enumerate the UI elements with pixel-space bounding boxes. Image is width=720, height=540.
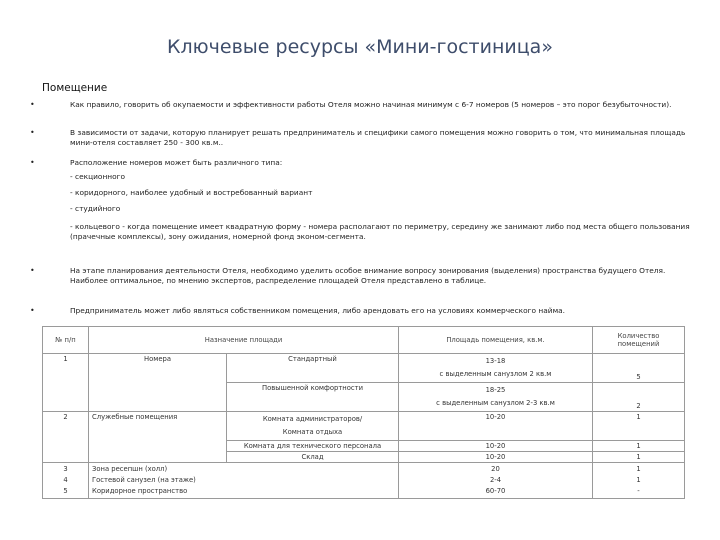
slide-title: Ключевые ресурсы «Мини-гостиница» <box>167 36 553 58</box>
row-area: 20 2-4 60-70 <box>399 463 593 499</box>
row-name: Повышенной комфортности <box>227 383 399 412</box>
row-number: 2 <box>43 412 89 463</box>
row-name: Склад <box>227 452 399 463</box>
bullet-icon: • <box>30 100 35 109</box>
table-row <box>43 463 685 499</box>
header-purpose: Назначение площади <box>89 327 399 354</box>
layout-type-item: - кольцевого - когда помещение имеет квадратную форму - номера располагают по периметру, середину же занимают либо под места общего пользования (прачечные комплексы), зону ожидания, номерной фонд эконом-сегмента. <box>70 222 690 241</box>
bullet-icon: • <box>30 306 35 315</box>
row-count: 1 <box>593 412 685 441</box>
table-row <box>43 412 685 441</box>
row-number: 3 4 5 <box>43 463 89 499</box>
header-num: № п/п <box>43 327 89 354</box>
header-area: Площадь помещения, кв.м. <box>399 327 593 354</box>
layout-type-item: - секционного <box>70 172 126 181</box>
table-header-row <box>43 327 685 354</box>
row-count: 2 <box>593 383 685 412</box>
row-group: Номера <box>89 354 227 412</box>
row-count: 1 <box>593 441 685 452</box>
row-name: Комната для технического персонала <box>227 441 399 452</box>
row-count: 1 1 - <box>593 463 685 499</box>
row-area: 10-20 <box>399 441 593 452</box>
area-distribution-table <box>42 326 685 499</box>
row-count: 5 <box>593 354 685 383</box>
row-name: Стандартный <box>227 354 399 383</box>
row-area: 18-25 с выделенным санузлом 2-3 кв.м <box>399 383 593 412</box>
row-count: 1 <box>593 452 685 463</box>
layout-type-item: - студийного <box>70 204 121 213</box>
row-area: 13-18 с выделенным санузлом 2 кв.м <box>399 354 593 383</box>
layout-type-item: - коридорного, наиболее удобный и востребованный вариант <box>70 188 313 197</box>
header-count: Количество помещений <box>593 327 685 354</box>
row-group: Зона ресепшн (холл) Гостевой санузел (на этаже) Коридорное пространство <box>89 463 399 499</box>
section-heading: Помещение <box>42 82 108 94</box>
row-name: Комната администраторов/ Комната отдыха <box>227 412 399 441</box>
bullet-icon: • <box>30 128 35 137</box>
bullet-icon: • <box>30 158 35 167</box>
row-number: 1 <box>43 354 89 412</box>
table-row <box>43 354 685 383</box>
row-group: Служебные помещения <box>89 412 227 463</box>
row-area: 10-20 <box>399 452 593 463</box>
bullet-icon: • <box>30 266 35 275</box>
row-area: 10-20 <box>399 412 593 441</box>
